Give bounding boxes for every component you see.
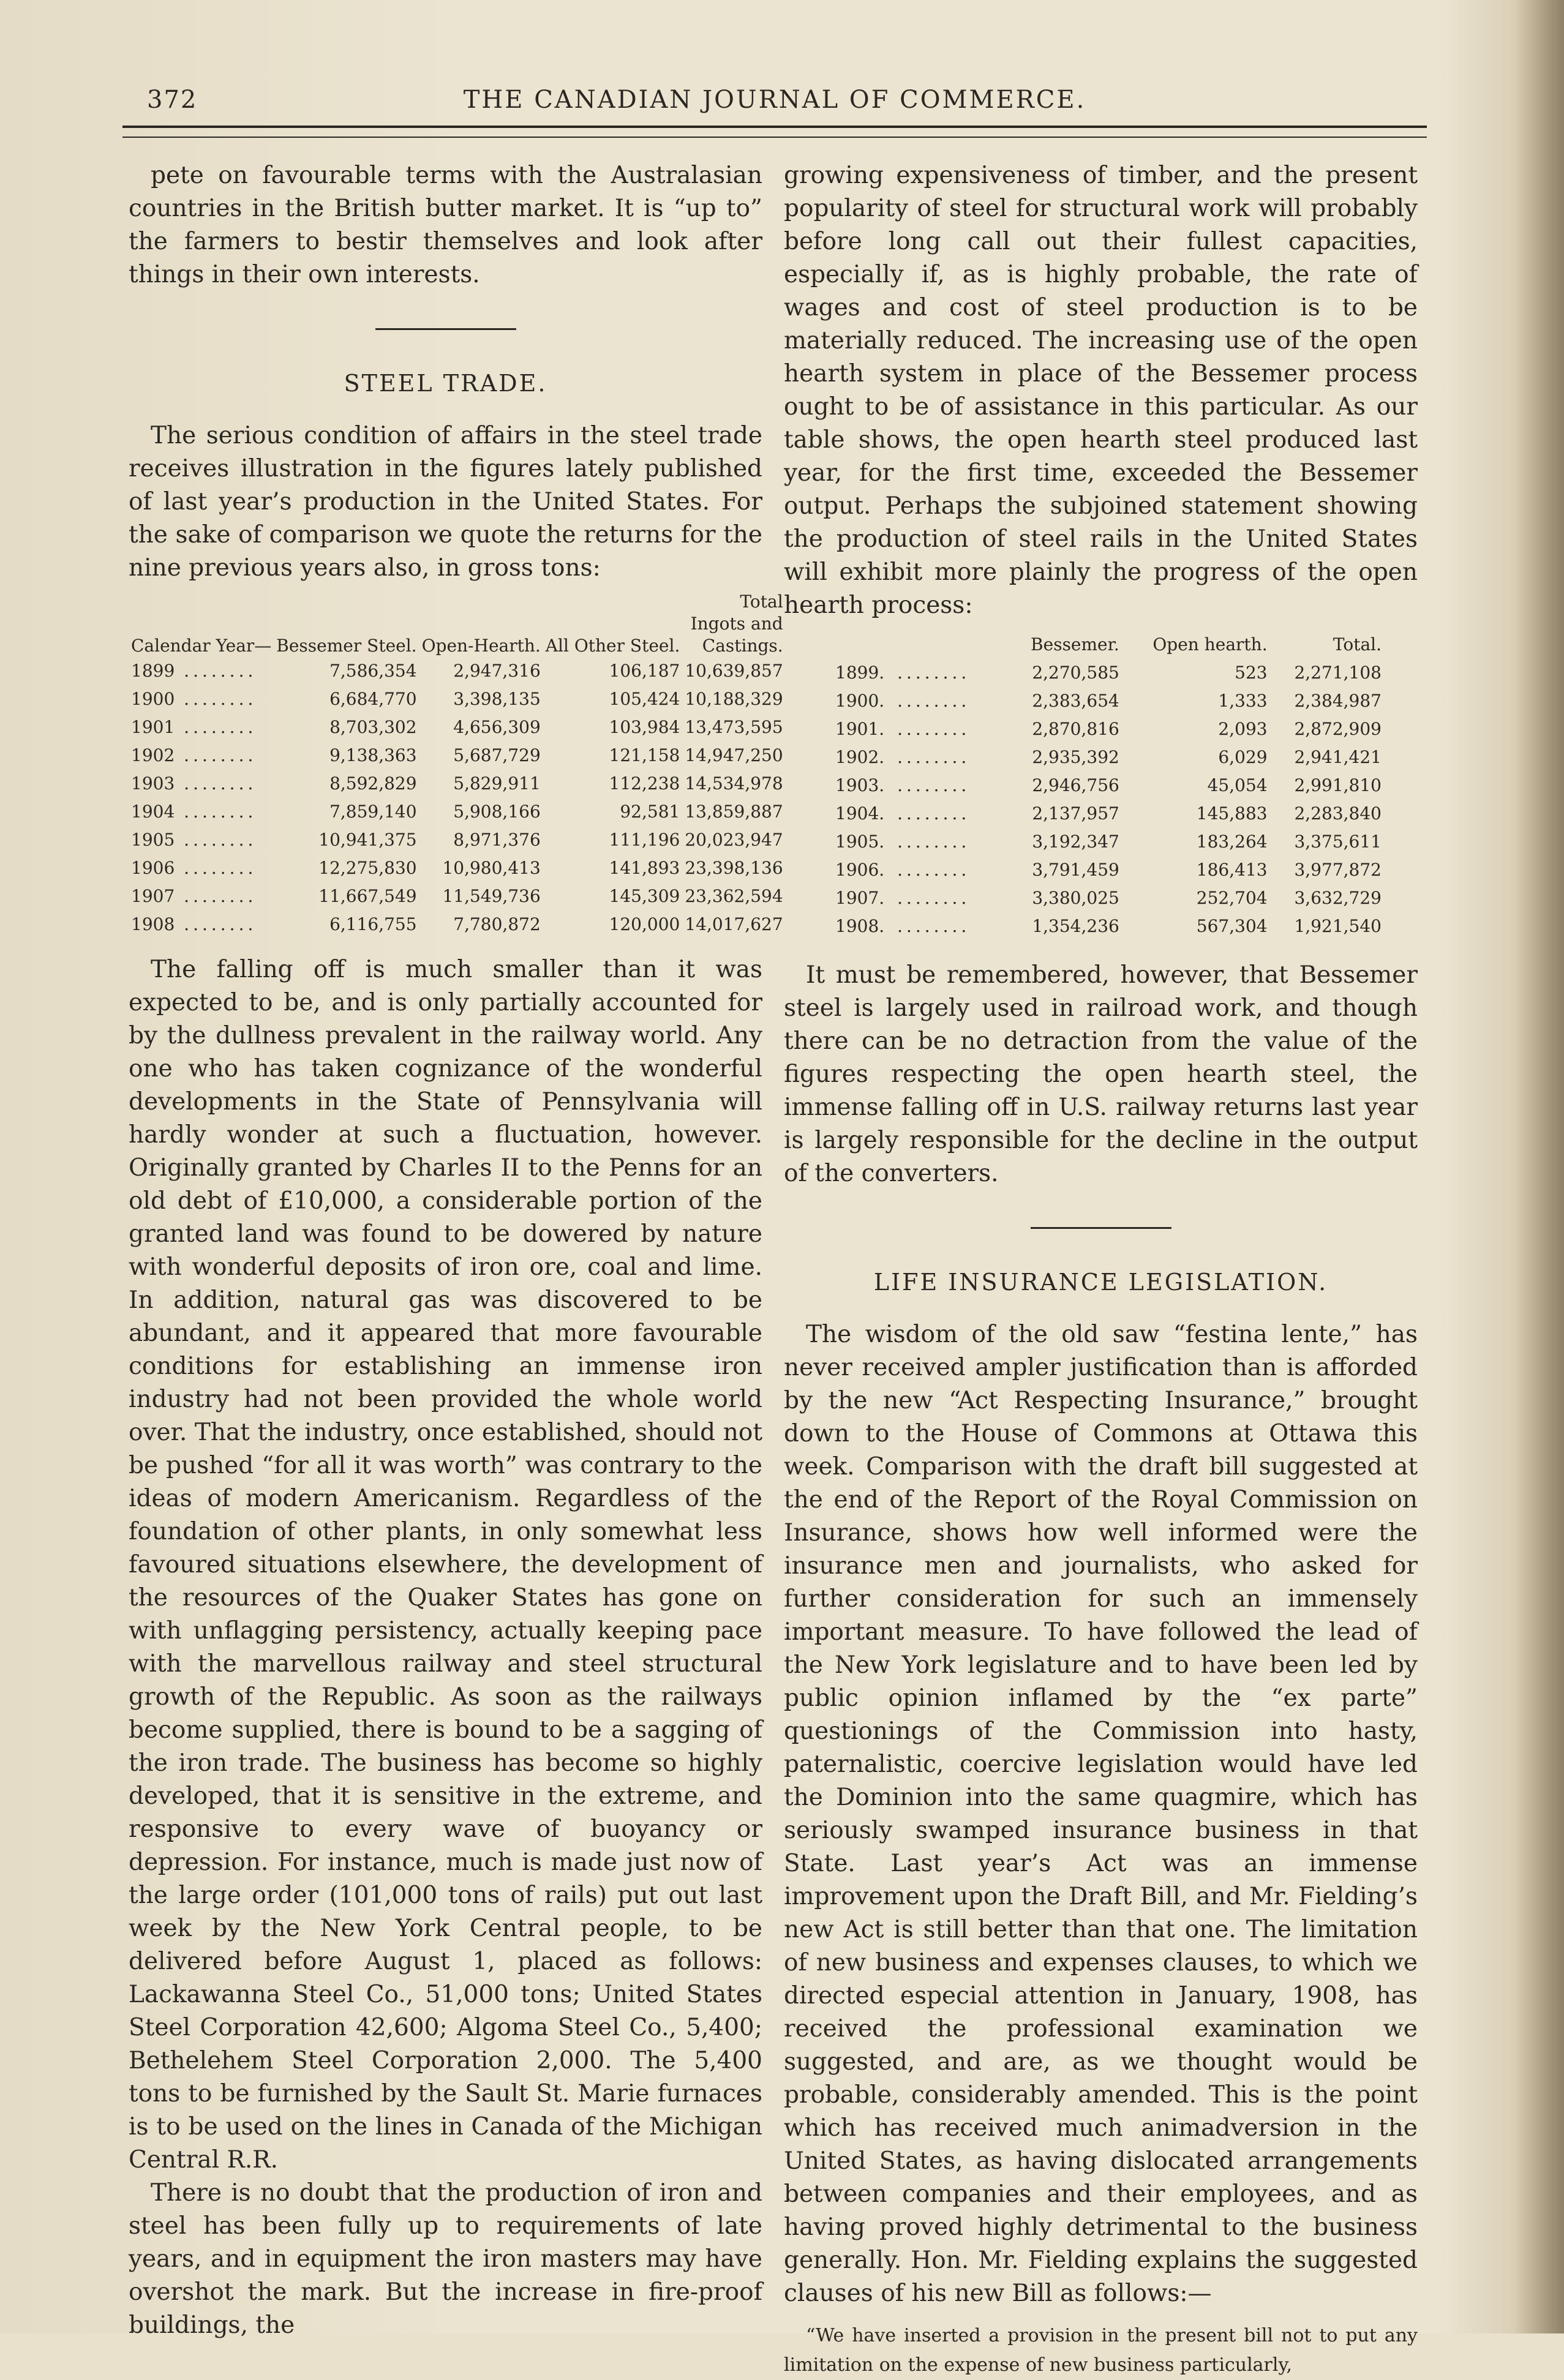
table-cell: 2,093	[1218, 719, 1268, 739]
table-row: 1902. ........ 2,935,392 6,029 2,941,421	[833, 743, 1384, 771]
col-header-bessemer: Bessemer.	[1031, 634, 1119, 655]
table-row: 1904 ........ 7,859,140 5,908,166 92,581 13,859,887	[129, 798, 786, 826]
year-cell: 1900	[131, 689, 175, 709]
table-cell: 6,029	[1218, 747, 1268, 767]
table-row: 1900. ........ 2,383,654 1,333 2,384,987	[833, 687, 1384, 715]
life-insurance-heading: LIFE INSURANCE LEGISLATION.	[873, 1269, 1328, 1296]
table-cell: 10,941,375	[318, 830, 417, 850]
col-header-total: Total.	[1333, 634, 1382, 655]
year-cell: 1902	[131, 745, 175, 765]
table-cell: 103,984	[609, 717, 680, 737]
table-cell: 567,304	[1196, 916, 1268, 936]
table-row: 1899. ........ 2,270,585 523 2,271,108	[833, 659, 1384, 687]
table-cell: 4,656,309	[453, 717, 541, 737]
table-cell: 2,383,654	[1032, 691, 1119, 711]
table-cell: 10,188,329	[685, 689, 783, 709]
table-cell: 7,859,140	[329, 801, 417, 822]
table-cell: 3,398,135	[453, 689, 541, 709]
table-cell: 2,941,421	[1294, 747, 1382, 767]
table-cell: 186,413	[1196, 860, 1268, 880]
table-cell: 145,309	[609, 886, 680, 906]
table-cell: 523	[1235, 663, 1268, 683]
year-cell: 1907	[131, 886, 175, 906]
col-header-year	[833, 631, 1006, 659]
table-cell: 13,859,887	[685, 801, 783, 822]
year-cell: 1903	[835, 775, 879, 795]
table-cell: 11,667,549	[318, 886, 417, 906]
year-cell: 1899	[835, 663, 879, 683]
table-row: 1899 ........ 7,586,354 2,947,316 106,187 10,639,857	[129, 657, 786, 685]
table-cell: 2,283,840	[1294, 803, 1382, 824]
table-cell: 5,829,911	[453, 773, 541, 794]
page-number: 372	[147, 86, 198, 114]
table-cell: 105,424	[609, 689, 680, 709]
table-cell: 14,017,627	[685, 914, 783, 934]
table-cell: 141,893	[609, 858, 680, 878]
table-cell: 2,946,756	[1032, 775, 1119, 795]
table-cell: 92,581	[620, 801, 680, 822]
year-cell: 1908	[835, 916, 879, 936]
table-cell: 14,534,978	[685, 773, 783, 794]
table-header-row	[833, 631, 1384, 659]
year-cell: 1901	[131, 717, 175, 737]
table-cell: 23,398,136	[685, 858, 783, 878]
steel-production-table	[129, 591, 786, 939]
year-cell: 1907	[835, 888, 879, 908]
table-cell: 145,883	[1196, 803, 1268, 824]
table-cell: 2,935,392	[1032, 747, 1119, 767]
col-header-year: Calendar Year—	[131, 636, 272, 656]
section-divider	[375, 328, 516, 330]
table-cell: 5,908,166	[453, 801, 541, 822]
table-cell: 106,187	[609, 661, 680, 681]
steel-paragraph-2: The falling off is much smaller than it was expected to be, and is only partially accounted for by the dullness prevalent in the railway world. Any one who has taken cognizance of the wonderful developments in the State of Pennsylvania will hardly wonder at such a fluctuation, however. Originally granted by Charles II to the Penns for an old debt of £10,000, a considerable portion of the granted land was found to be dowered by nature with wonderful deposits of iron ore, coal and lime. In addition, natural gas was discovered to be abundant, and it appeared that more favourable conditions for establishing an immense iron industry had not been provided the whole world over. That the industry, once established, should not be pushed “for all it was worth” was contrary to the ideas of modern Americanism. Regardless of the foundation of other plants, in only somewhat less favoured situations elsewhere, the development of the resources of the Quaker States has gone on with unflagging persistency, actually keeping pace with the marvellous railway and steel structural growth of the Republic. As soon as the railways become supplied, there is bound to be a sagging of the iron trade. The business has become so highly developed, that it is sensitive in the extreme, and responsive to every wave of buoyancy or depression. For instance, much is made just now of the large order (101,000 tons of rails) put out last week by the New York Central people, to be delivered before August 1, placed as follows: Lackawanna Steel Co., 51,000 tons; United States Steel Corporation 42,600; Algoma Steel Co., 5,400; Bethelehem Steel Corporation 2,000. The 5,400 tons to be furnished by the Sault St. Marie furnaces is to be used on the lines in Canada of the Michigan Central R.R.	[129, 956, 762, 2174]
table-cell: 252,704	[1196, 888, 1268, 908]
year-cell: 1901	[835, 719, 879, 739]
col-header-bessemer: Bessemer Steel.	[276, 636, 417, 656]
right-column	[784, 159, 1418, 2380]
table-row: 1906. ........ 3,791,459 186,413 3,977,872	[833, 856, 1384, 884]
table-cell: 8,703,302	[329, 717, 417, 737]
table-row: 1901 ........ 8,703,302 4,656,309 103,984 13,473,595	[129, 713, 786, 741]
table-cell: 8,971,376	[453, 830, 541, 850]
left-column	[129, 159, 783, 2342]
table-cell: 6,116,755	[329, 914, 417, 934]
table-row: 1905 ........ 10,941,375 8,971,376 111,196 20,023,947	[129, 826, 786, 854]
col-header-open-hearth: Open-Hearth.	[421, 636, 541, 656]
table-cell: 120,000	[609, 914, 680, 934]
year-cell: 1900	[835, 691, 879, 711]
table-cell: 5,687,729	[453, 745, 541, 765]
table-cell: 1,333	[1218, 691, 1268, 711]
table-cell: 2,870,816	[1032, 719, 1119, 739]
table-row: 1902 ........ 9,138,363 5,687,729 121,158 14,947,250	[129, 741, 786, 770]
table-cell: 3,380,025	[1032, 888, 1119, 908]
table-cell: 3,375,611	[1294, 831, 1382, 852]
table-cell: 23,362,594	[685, 886, 783, 906]
table-cell: 10,639,857	[685, 661, 783, 681]
year-cell: 1908	[131, 914, 175, 934]
year-cell: 1904	[835, 803, 879, 824]
steel-paragraph-4: It must be remembered, however, that Bessemer steel is largely used in railroad work, and though there can be no detraction from the value of the figures respecting the open hearth steel, the immense falling off in U.S. railway returns last year is largely responsible for the decline in the output of the converters.	[784, 961, 1418, 1187]
table-cell: 2,947,316	[453, 661, 541, 681]
year-cell: 1905	[835, 831, 879, 852]
table-cell: 183,264	[1196, 831, 1268, 852]
steel-rails-table	[833, 631, 1384, 940]
butter-paragraph-end: pete on favourable terms with the Australasian countries in the British butter market. It is “up to” the farmers to bestir themselves and look after things in their own interests.	[129, 162, 762, 288]
table-row: 1903 ........ 8,592,829 5,829,911 112,238 14,534,978	[129, 770, 786, 798]
col-header-open-hearth: Open hearth.	[1152, 634, 1268, 655]
table-row: 1907. ........ 3,380,025 252,704 3,632,729	[833, 884, 1384, 912]
header-rule	[122, 126, 1427, 138]
steel-continuation: growing expensiveness of timber, and the present popularity of steel for structural work will probably before long call out their fullest capacities, especially if, as is highly probable, the rate of wages and cost of steel production is to be materially reduced. The increasing use of the open hearth system in place of the Bessemer process ought to be of assistance in this particular. As our table shows, the open hearth steel produced last year, for the first time, exceeded the Bessemer output. Perhaps the subjoined statement showing the production of steel rails in the United States will exhibit more plainly the progress of the open hearth process:	[784, 162, 1418, 619]
year-cell: 1902	[835, 747, 879, 767]
page-edge-shadow	[1513, 0, 1564, 2333]
table-cell: 111,196	[609, 830, 680, 850]
table-row: 1908. ........ 1,354,236 567,304 1,921,540	[833, 912, 1384, 940]
table-row: 1903. ........ 2,946,756 45,054 2,991,810	[833, 771, 1384, 800]
col-header-other: All Other Steel.	[545, 636, 680, 656]
table-cell: 1,354,236	[1032, 916, 1119, 936]
table-cell: 7,780,872	[453, 914, 541, 934]
table-cell: 9,138,363	[329, 745, 417, 765]
steel-trade-heading: STEEL TRADE.	[344, 370, 547, 397]
year-cell: 1899	[131, 661, 175, 681]
year-cell: 1906	[131, 858, 175, 878]
table-cell: 2,271,108	[1294, 663, 1382, 683]
table-row: 1900 ........ 6,684,770 3,398,135 105,424 10,188,329	[129, 685, 786, 713]
table-cell: 3,192,347	[1032, 831, 1119, 852]
year-cell: 1903	[131, 773, 175, 794]
table-cell: 2,270,585	[1032, 663, 1119, 683]
year-cell: 1905	[131, 830, 175, 850]
life-insurance-paragraph: The wisdom of the old saw “festina lente,” has never received ampler justification than is afforded by the new “Act Respecting Insurance,” brought down to the House of Commons at Ottawa this week. Comparison with the draft bill suggested at the end of the Report of the Royal Commission on Insurance, shows how well informed were the insurance men and journalists, who asked for further consideration for such an immensely important measure. To have followed the lead of the New York legislature and to have been led by public opinion inflamed by the “ex parte” questionings of the Commission into hasty, paternalistic, coercive legislation would have led the Dominion into the same quagmire, which has seriously swamped insurance business in that State. Last year’s Act was an immense improvement upon the Draft Bill, and Mr. Fielding’s new Act is still better than that one. The limitation of new business and expenses clauses, to which we directed especial attention in January, 1908, has received the professional examination we suggested, and are, as we thought would be probable, considerably amended. This is the point which has received much animadversion in the United States, as having dislocated arrangements between companies and their employees, and as having proved highly detrimental to the business generally. Hon. Mr. Fielding explains the suggested clauses of his new Bill as follows:—	[784, 1321, 1418, 2307]
page-header	[122, 86, 1427, 122]
table-cell: 3,977,872	[1294, 860, 1382, 880]
table-cell: 121,158	[609, 745, 680, 765]
table-cell: 8,592,829	[329, 773, 417, 794]
table-cell: 7,586,354	[329, 661, 417, 681]
section-divider	[1031, 1227, 1171, 1229]
steel-paragraph-1: The serious condition of affairs in the steel trade receives illustration in the figures lately published of last year’s production in the United States. For the sake of comparison we quote the returns for the nine previous years also, in gross tons:	[129, 422, 762, 582]
table-row: 1905. ........ 3,192,347 183,264 3,375,611	[833, 828, 1384, 856]
table-cell: 45,054	[1207, 775, 1268, 795]
table-cell: 2,872,909	[1294, 719, 1382, 739]
table-row: 1907 ........ 11,667,549 11,549,736 145,309 23,362,594	[129, 882, 786, 910]
table-cell: 112,238	[609, 773, 680, 794]
table-row: 1908 ........ 6,116,755 7,780,872 120,000 14,017,627	[129, 910, 786, 939]
table-cell: 2,137,957	[1032, 803, 1119, 824]
table-header-row	[129, 591, 786, 657]
col-header-total: Total Ingots and Castings.	[690, 591, 783, 656]
table-cell: 2,384,987	[1294, 691, 1382, 711]
fielding-quote: “We have inserted a provision in the present bill not to put any limitation on the expense of new business particularly,	[784, 2325, 1418, 2376]
table-cell: 20,023,947	[685, 830, 783, 850]
table-row: 1906 ........ 12,275,830 10,980,413 141,893 23,398,136	[129, 854, 786, 882]
journal-title: THE CANADIAN JOURNAL OF COMMERCE.	[463, 86, 1086, 114]
table-cell: 13,473,595	[685, 717, 783, 737]
table-row: 1901. ........ 2,870,816 2,093 2,872,909	[833, 715, 1384, 743]
steel-paragraph-3: There is no doubt that the production of iron and steel has been fully up to requirements of late years, and in equipment the iron masters may have overshot the mark. But the increase in fire-proof buildings, the	[129, 2179, 762, 2339]
table-cell: 11,549,736	[442, 886, 541, 906]
table-cell: 3,791,459	[1032, 860, 1119, 880]
table-cell: 1,921,540	[1294, 916, 1382, 936]
table-row: 1904. ........ 2,137,957 145,883 2,283,840	[833, 800, 1384, 828]
table-cell: 14,947,250	[685, 745, 783, 765]
year-cell: 1904	[131, 801, 175, 822]
table-cell: 12,275,830	[318, 858, 417, 878]
table-cell: 3,632,729	[1294, 888, 1382, 908]
table-cell: 2,991,810	[1294, 775, 1382, 795]
table-cell: 10,980,413	[442, 858, 541, 878]
table-cell: 6,684,770	[329, 689, 417, 709]
year-cell: 1906	[835, 860, 879, 880]
